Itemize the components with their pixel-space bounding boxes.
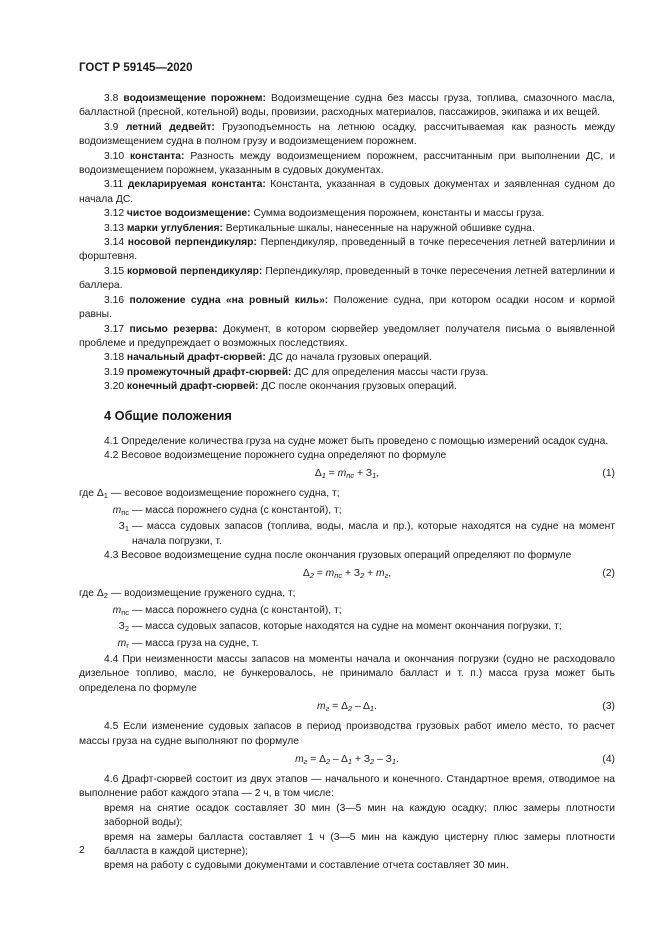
formula-3 — [79, 698, 615, 718]
list-item: время на снятие осадок составляет 30 мин (3—5 мин на каждую осадку; плюс замеры плотности заборной воды); — [104, 802, 615, 829]
term-definition: ДС до начала грузовых операций. — [265, 352, 432, 364]
list-item: время на работу с судовыми документами и составление отчета составляет 30 мин. — [104, 860, 509, 872]
term-definition: Перпендикуляр, проведенный в точке пересечения летней ватерлинии и форштевня. — [79, 237, 615, 263]
term-item — [79, 222, 615, 236]
formula-2-legend — [79, 587, 615, 653]
legend-symbol: где $\Delta_1$ — [79, 488, 108, 501]
formula-2 — [79, 565, 615, 585]
term-item — [79, 351, 615, 365]
term-item — [79, 236, 615, 265]
term-number: 3.14 — [104, 237, 125, 249]
term-number: 3.20 — [104, 381, 125, 393]
legend-description: — масса судовых запасов, которые находятся на судне на момент окончания погрузки, т; — [132, 621, 562, 633]
term-number: 3.19 — [104, 366, 125, 378]
paragraph-4-6: 4.6 Драфт-сюрвей состоит из двух этапов — начального и конечного. Стандартное время, отводимое на выполнение работ каждого этапа — 2 ч, в том числе: — [79, 774, 615, 800]
legend-row — [79, 604, 615, 620]
formula-2-number: (2) — [602, 568, 615, 580]
legend-symbol: $З_2$ — [118, 621, 129, 634]
term-definition: Водоизмещение судна без массы груза, топлива, смазочного масла, балластной (пресной, котельной) воды, провизии, расходных материалов, пассажиров, экипажа и их вещей. — [79, 93, 615, 119]
term-definition: Документ, в котором сюрвейер уведомляет получателя письма о выявленной проблеме и предупреждает о возможных последствиях. — [79, 323, 615, 349]
legend-description: — весовое водоизмещение порожнего судна, т; — [110, 488, 340, 500]
term-name: промежуточный драфт-сюрвей: — [126, 366, 292, 378]
term-number: 3.15 — [104, 265, 125, 277]
term-definition: Вертикальные шкалы, нанесенные на наружной обшивке судна. — [222, 222, 535, 234]
legend-row — [79, 587, 615, 603]
paragraph-4-4: 4.4 При неизменности массы запасов на моменты начала и окончания погрузки (судно не расходовало дизельное топливо, масло, не бункеровалось, не принимало балласт и т. п.) масса груза может быть определена по формуле — [79, 654, 615, 694]
term-definition: Грузоподъемность на летнюю осадку, рассчитываемая как разность между водоизмещением судна в полном грузу и водоизмещением порожнем. — [79, 121, 615, 148]
term-name: марки углубления: — [126, 222, 223, 234]
term-number: 3.8 — [104, 93, 119, 104]
term-item — [79, 150, 615, 179]
term-number: 3.16 — [104, 294, 125, 306]
term-name: чистое водоизмещение: — [126, 208, 251, 220]
legend-row — [79, 637, 615, 653]
term-item — [79, 207, 615, 221]
term-item — [79, 92, 615, 121]
term-definition: Разность между водоизмещением порожнем, рассчитанным при выполнении ДС, и водоизмещением порожнем, указанным в судовых документах. — [79, 150, 615, 177]
document-header: ГОСТ Р 59145—2020 — [79, 62, 193, 74]
term-number: 3.12 — [104, 208, 125, 220]
legend-row — [79, 487, 615, 503]
term-name: летний дедвейт: — [125, 121, 215, 133]
formula-4 — [79, 751, 615, 771]
legend-symbol: $m_{пс}$ — [112, 504, 129, 517]
term-definition: Положение судна, при котором осадки носом и кормой равны. — [79, 294, 615, 321]
term-number: 3.11 — [104, 179, 124, 191]
formula-2-expression: $\Delta_2 = m_{пс} + З_2 + m_г$, — [302, 568, 392, 581]
legend-symbol: $З_1$ — [118, 521, 129, 534]
legend-description: — масса груза на судне, т. — [132, 637, 259, 649]
paragraph-4-3: 4.3 Весовое водоизмещение судна после окончания грузовых операций определяют по формуле — [104, 549, 572, 561]
legend-description: — масса порожнего судна (с константой), т; — [132, 604, 342, 616]
term-name: кормовой перпендикуляр: — [127, 265, 263, 277]
formula-1-number: (1) — [602, 468, 615, 480]
formula-3-expression: $m_г = \Delta_2 - \Delta_1$. — [317, 701, 377, 714]
term-number: 3.17 — [104, 323, 125, 335]
terms-list — [79, 92, 615, 395]
page-content — [79, 92, 615, 874]
section-title: 4 Общие положения — [104, 407, 232, 423]
term-name: декларируемая константа: — [127, 179, 266, 191]
term-number: 3.10 — [104, 150, 125, 162]
time-list — [79, 802, 615, 874]
legend-description: — масса порожнего судна (с константой), т; — [132, 504, 342, 516]
term-name: начальный драфт-сюрвей: — [126, 352, 266, 364]
paragraph-4-1: 4.1 Определение количества груза на судне может быть проведено с помощью измерений осадок судна. — [104, 435, 609, 447]
term-definition: Константа, указанная в судовых документах и заявленная судном до начала ДС. — [79, 179, 615, 205]
term-item — [79, 121, 615, 150]
formula-4-number: (4) — [602, 754, 615, 766]
formula-4-expression: $m_г = \Delta_2 - \Delta_1 + З_2 - З_1$. — [295, 754, 399, 767]
term-name: константа: — [130, 150, 185, 162]
legend-symbol: $m_г$ — [117, 637, 129, 650]
term-item — [79, 294, 615, 323]
term-name: письмо резерва: — [129, 323, 218, 335]
list-item: время на замеры балласта составляет 1 ч (3—5 мин на каждую цистерну плюс замеры плотности балласта в каждой цистерне); — [104, 831, 615, 858]
legend-row — [79, 504, 615, 520]
term-definition: Перпендикуляр, проведенный в точке пересечения летней ватерлинии и баллера. — [79, 265, 615, 292]
legend-row — [79, 620, 615, 636]
formula-1-expression: $\Delta_1 = m_{пс} + З_1$, — [314, 468, 380, 481]
term-number: 3.9 — [104, 121, 119, 133]
page-number: 2 — [79, 844, 85, 856]
term-item — [79, 380, 615, 394]
formula-3-number: (3) — [602, 701, 615, 713]
paragraph-4-5: 4.5 Если изменение судовых запасов в период производства грузовых работ имело место, то расчет массы груза на судне выполняют по формуле — [79, 721, 615, 747]
legend-symbol: где $\Delta_2$ — [79, 588, 108, 601]
term-name: носовой перпендикуляр: — [127, 237, 257, 249]
term-name: положение судна «на ровный киль»: — [129, 294, 329, 306]
formula-1 — [79, 465, 615, 485]
term-item — [79, 178, 615, 207]
term-item — [79, 366, 615, 380]
legend-description: — водоизмещение груженого судна, т; — [110, 588, 296, 600]
legend-row — [79, 520, 615, 549]
term-definition: ДС для определения массы части груза. — [291, 366, 489, 378]
term-name: водоизмещение порожнем: — [123, 93, 266, 104]
term-definition: Сумма водоизмещения порожнем, константы и массы груза. — [250, 208, 545, 220]
paragraph-4-2: 4.2 Весовое водоизмещение порожнего судна определяют по формуле — [104, 449, 447, 461]
term-number: 3.13 — [104, 222, 125, 234]
term-item — [79, 265, 615, 294]
term-name: конечный драфт-сюрвей: — [126, 381, 259, 393]
formula-1-legend — [79, 487, 615, 549]
term-number: 3.18 — [104, 352, 125, 364]
term-item — [79, 323, 615, 352]
term-definition: ДС после окончания грузовых операций. — [258, 381, 457, 393]
legend-description: — масса судовых запасов (топлива, воды, масла и пр.), которые находятся на судне на момент начала погрузки, т. — [132, 521, 615, 547]
legend-symbol: $m_{пс}$ — [112, 604, 129, 617]
